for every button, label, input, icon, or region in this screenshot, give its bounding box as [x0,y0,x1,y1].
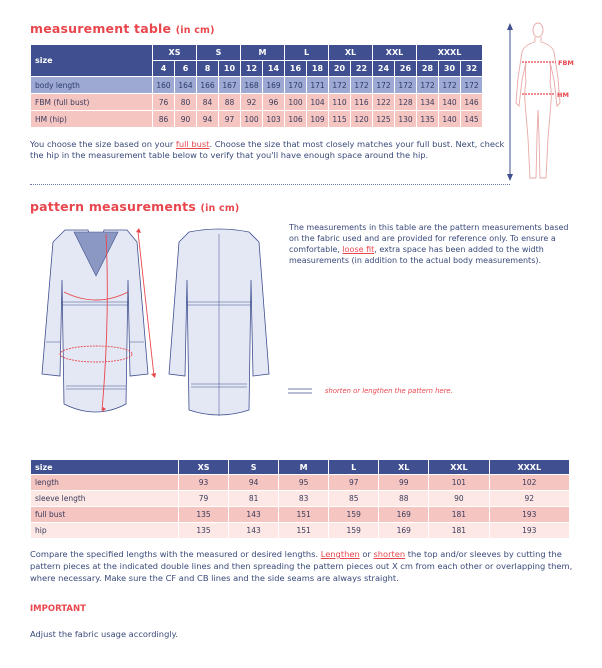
important-heading: IMPORTANT [30,604,86,614]
table-cell: 193 [489,507,569,523]
table-cell: 167 [219,77,241,94]
desc-text-1: The measurements in this table are the pattern measurements based on the fabric used and are provided for reference only. To ensure a comfortable, [289,223,569,254]
table-cell: 93 [179,475,229,491]
table-cell: 172 [351,77,373,94]
size-column-header: S [229,460,279,475]
table-row [31,111,483,128]
table-cell: 146 [461,94,483,111]
table-cell: 95 [279,475,329,491]
table-cell: 140 [439,94,461,111]
table-cell: 169 [379,523,429,539]
table-cell: 171 [307,77,329,94]
table-cell: 90 [429,491,489,507]
size-number-header: 22 [351,61,373,77]
measurement-table [30,44,483,128]
table-cell: 159 [329,507,379,523]
size-number-header: 16 [285,61,307,77]
table-cell: 135 [179,507,229,523]
hm-label: HM [557,91,569,99]
note-text-1: You choose the size based on your [30,139,176,149]
table-cell: 130 [395,111,417,128]
table-cell: 94 [197,111,219,128]
important-text: Adjust the fabric usage accordingly. [30,629,179,639]
compare-text-1: Compare the specified lengths with the measured or desired lengths. [30,549,321,559]
table-cell: 83 [279,491,329,507]
table-cell: 100 [241,111,263,128]
table-cell: 143 [229,507,279,523]
size-number-header: 26 [395,61,417,77]
table-cell: 172 [461,77,483,94]
note-text-2: . Choose the size that most closely matches your full bust. Next, check the hip in the measurement table below to verify that you'll have enough space around the hip. [30,139,505,161]
table-cell: 172 [417,77,439,94]
row-label: hip [31,523,179,539]
table-cell: 120 [351,111,373,128]
measurement-table-title [30,21,215,36]
table-cell: 92 [489,491,569,507]
table-row [31,475,570,491]
table-cell: 104 [307,94,329,111]
row-label: full bust [31,507,179,523]
table-row [31,77,483,94]
lengthen-link: Lengthen [320,549,360,559]
compare-text-2: the top and/or sleeves by cutting the pattern pieces at the indicated double lines and then spreading the pattern pieces out X cm from each other or overlapping them, where necessary. Make sure the CF and CB lines and the side seams are always straight. [30,549,573,583]
size-column-header: XS [179,460,229,475]
table-cell: 102 [489,475,569,491]
table-cell: 135 [417,111,439,128]
pattern-table [30,459,570,539]
size-number-header: 12 [241,61,263,77]
size-header: size [31,460,179,475]
table-cell: 134 [417,94,439,111]
size-group-header: S [197,45,241,61]
table-cell: 172 [373,77,395,94]
size-number-header: 28 [417,61,439,77]
table-cell: 166 [197,77,219,94]
size-number-header: 24 [373,61,395,77]
row-label: length [31,475,179,491]
table-cell: 97 [219,111,241,128]
garment-front-illustration [30,224,160,426]
full-bust-link: full bust [175,139,210,149]
fbm-label: FBM [558,59,574,67]
size-header: size [31,45,153,77]
table-cell: 86 [153,111,175,128]
measurement-unit: (in cm) [175,25,215,36]
compare-paragraph [30,549,575,584]
table-cell: 145 [461,111,483,128]
table-cell: 193 [489,523,569,539]
table-cell: 97 [329,475,379,491]
table-cell: 103 [263,111,285,128]
size-number-header: 30 [439,61,461,77]
table-cell: 80 [175,94,197,111]
table-cell: 116 [351,94,373,111]
desc-text-2: , extra space has been added to the width measurements (in addition to the actual body measurements). [289,245,544,265]
table-cell: 151 [279,507,329,523]
table-cell: 96 [263,94,285,111]
table-cell: 76 [153,94,175,111]
table-cell: 88 [379,491,429,507]
shorten-lengthen-note: shorten or lengthen the pattern here. [325,387,453,395]
size-choice-note [30,139,515,162]
table-row [31,507,570,523]
divider [30,184,510,185]
double-line-legend-icon [288,386,312,396]
table-cell: 100 [285,94,307,111]
table-cell: 160 [153,77,175,94]
size-group-header: XS [153,45,197,61]
size-number-header: 4 [153,61,175,77]
row-label: sleeve length [31,491,179,507]
size-group-header: XXL [373,45,417,61]
size-number-header: 10 [219,61,241,77]
table-cell: 106 [285,111,307,128]
table-cell: 94 [229,475,279,491]
body-figure-illustration [500,18,590,188]
table-cell: 81 [229,491,279,507]
size-number-header: 32 [461,61,483,77]
size-group-header: XL [329,45,373,61]
table-row [31,523,570,539]
size-number-header: 14 [263,61,285,77]
pattern-description [289,222,574,266]
pattern-unit: (in cm) [200,203,240,214]
table-cell: 101 [429,475,489,491]
table-cell: 172 [395,77,417,94]
table-cell: 170 [285,77,307,94]
size-group-header: M [241,45,285,61]
measurement-title-text: measurement table [30,21,172,36]
table-cell: 143 [229,523,279,539]
shorten-link: shorten [373,549,406,559]
table-row [31,94,483,111]
table-cell: 122 [373,94,395,111]
table-cell: 125 [373,111,395,128]
table-cell: 85 [329,491,379,507]
table-cell: 169 [263,77,285,94]
table-cell: 140 [439,111,461,128]
table-cell: 109 [307,111,329,128]
table-cell: 88 [219,94,241,111]
loose-fit-link: loose fit [342,245,375,254]
size-number-header: 18 [307,61,329,77]
table-cell: 128 [395,94,417,111]
size-group-header: L [285,45,329,61]
pattern-measurements-title [30,199,239,214]
table-cell: 90 [175,111,197,128]
table-cell: 172 [439,77,461,94]
table-cell: 168 [241,77,263,94]
row-label: body length [31,77,153,94]
table-cell: 151 [279,523,329,539]
table-cell: 181 [429,523,489,539]
size-column-header: XL [379,460,429,475]
size-column-header: L [329,460,379,475]
table-cell: 181 [429,507,489,523]
table-cell: 99 [379,475,429,491]
table-row [31,491,570,507]
table-cell: 79 [179,491,229,507]
table-cell: 84 [197,94,219,111]
size-group-header: XXXL [417,45,483,61]
table-cell: 172 [329,77,351,94]
size-number-header: 20 [329,61,351,77]
pattern-title-text: pattern measurements [30,199,196,214]
table-cell: 135 [179,523,229,539]
table-cell: 110 [329,94,351,111]
table-cell: 169 [379,507,429,523]
table-cell: 92 [241,94,263,111]
table-cell: 164 [175,77,197,94]
size-column-header: XXL [429,460,489,475]
size-column-header: M [279,460,329,475]
row-label: FBM (full bust) [31,94,153,111]
table-cell: 115 [329,111,351,128]
compare-text-mid: or [359,549,374,559]
garment-back-illustration [165,224,275,426]
row-label: HM (hip) [31,111,153,128]
table-cell: 159 [329,523,379,539]
size-number-header: 6 [175,61,197,77]
size-number-header: 8 [197,61,219,77]
size-column-header: XXXL [489,460,569,475]
